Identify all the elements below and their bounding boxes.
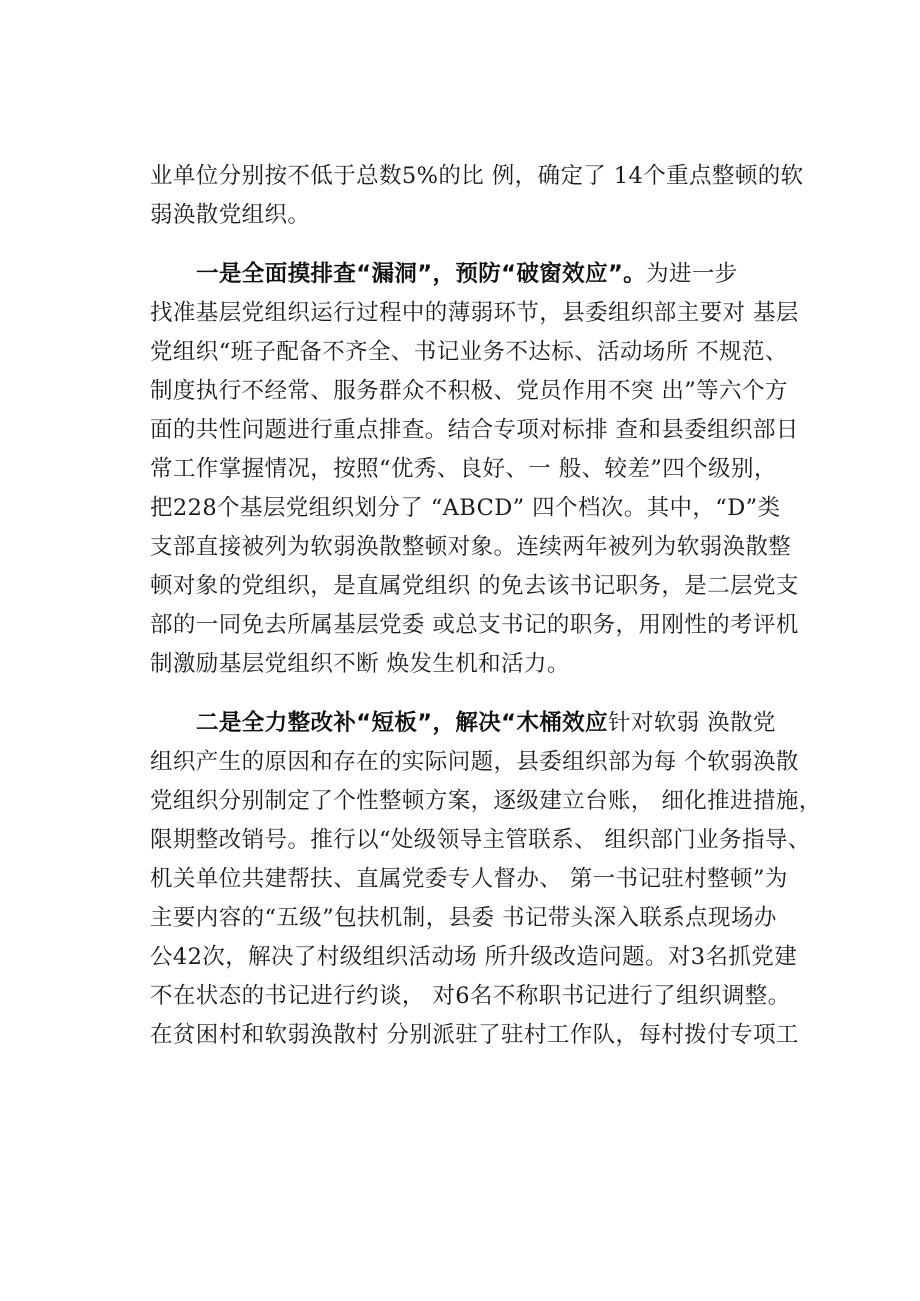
text-line: 在贫困村和软弱涣散村 分别派驻了驻村工作队，每村拨付专项工 xyxy=(150,1022,799,1048)
text-line: 机关单位共建帮扶、直属党委专人督办、 第一书记驻村整顿”为 xyxy=(150,866,788,892)
paragraph-comprehensive-screening xyxy=(150,255,820,684)
text-line: 主要内容的“五级”包扶机制，县委 书记带头深入联系点现场办 xyxy=(150,905,777,931)
text-run: 针对软弱 涣散党 xyxy=(607,710,776,736)
paragraph-first-line xyxy=(150,255,820,294)
text-line: 不在状态的书记进行约谈， 对6名不称职书记进行了组织调整。 xyxy=(150,983,791,1009)
text-line: 组织产生的原因和存在的实际问题，县委组织部为每 个软弱涣散 xyxy=(150,749,799,775)
text-line: 常工作掌握情况，按照“优秀、良好、一 般、较差”四个级别， xyxy=(150,456,777,482)
text-line: 部的一同免去所属基层党委 或总支书记的职务，用刚性的考评机 xyxy=(150,612,799,638)
paragraph-first-line xyxy=(150,704,820,743)
paragraph-continued xyxy=(150,157,820,235)
text-line: 限期整改销号。推行以“处级领导主管联系、 组织部门业务指导、 xyxy=(150,827,811,853)
paragraph-heading: 一是全面摸排查“漏洞”，预防“破窗效应”。 xyxy=(196,261,647,287)
text-line: 面的共性问题进行重点排查。结合专项对标排 查和县委组织部日 xyxy=(150,417,799,443)
text-line: 制激励基层党组织不断 焕发生机和活力。 xyxy=(150,651,570,677)
text-run: 为进一步 xyxy=(646,261,738,287)
document-body xyxy=(150,157,820,1055)
text-line: 弱涣散党组织。 xyxy=(150,202,311,228)
text-line: 制度执行不经常、服务群众不积极、党员作用不突 出”等六个方 xyxy=(150,378,788,404)
text-line: 业单位分别按不低于总数5%的比 例，确定了 14个重点整顿的软 xyxy=(150,163,804,189)
text-line: 找准基层党组织运行过程中的薄弱环节，县委组织部主要对 基层 xyxy=(150,300,799,326)
paragraph-full-rectification xyxy=(150,704,820,1055)
text-line: 公42次，解决了村级组织活动场 所升级改造问题。对3名抓党建 xyxy=(150,944,798,970)
text-line: 支部直接被列为软弱涣散整顿对象。连续两年被列为软弱涣散整 xyxy=(150,534,792,560)
text-line: 把228个基层党组织划分了 “ABCD” 四个档次。其中，“D”类 xyxy=(150,495,781,521)
text-line: 党组织分别制定了个性整顿方案，逐级建立台账， 细化推进措施， xyxy=(150,788,822,814)
text-line: 党组织“班子配备不齐全、书记业务不达标、活动场所 不规范、 xyxy=(150,339,788,365)
text-line: 顿对象的党组织，是直属党组织 的免去该书记职务，是二层党支 xyxy=(150,573,799,599)
paragraph-heading: 二是全力整改补“短板”，解决“木桶效应 xyxy=(196,710,608,736)
